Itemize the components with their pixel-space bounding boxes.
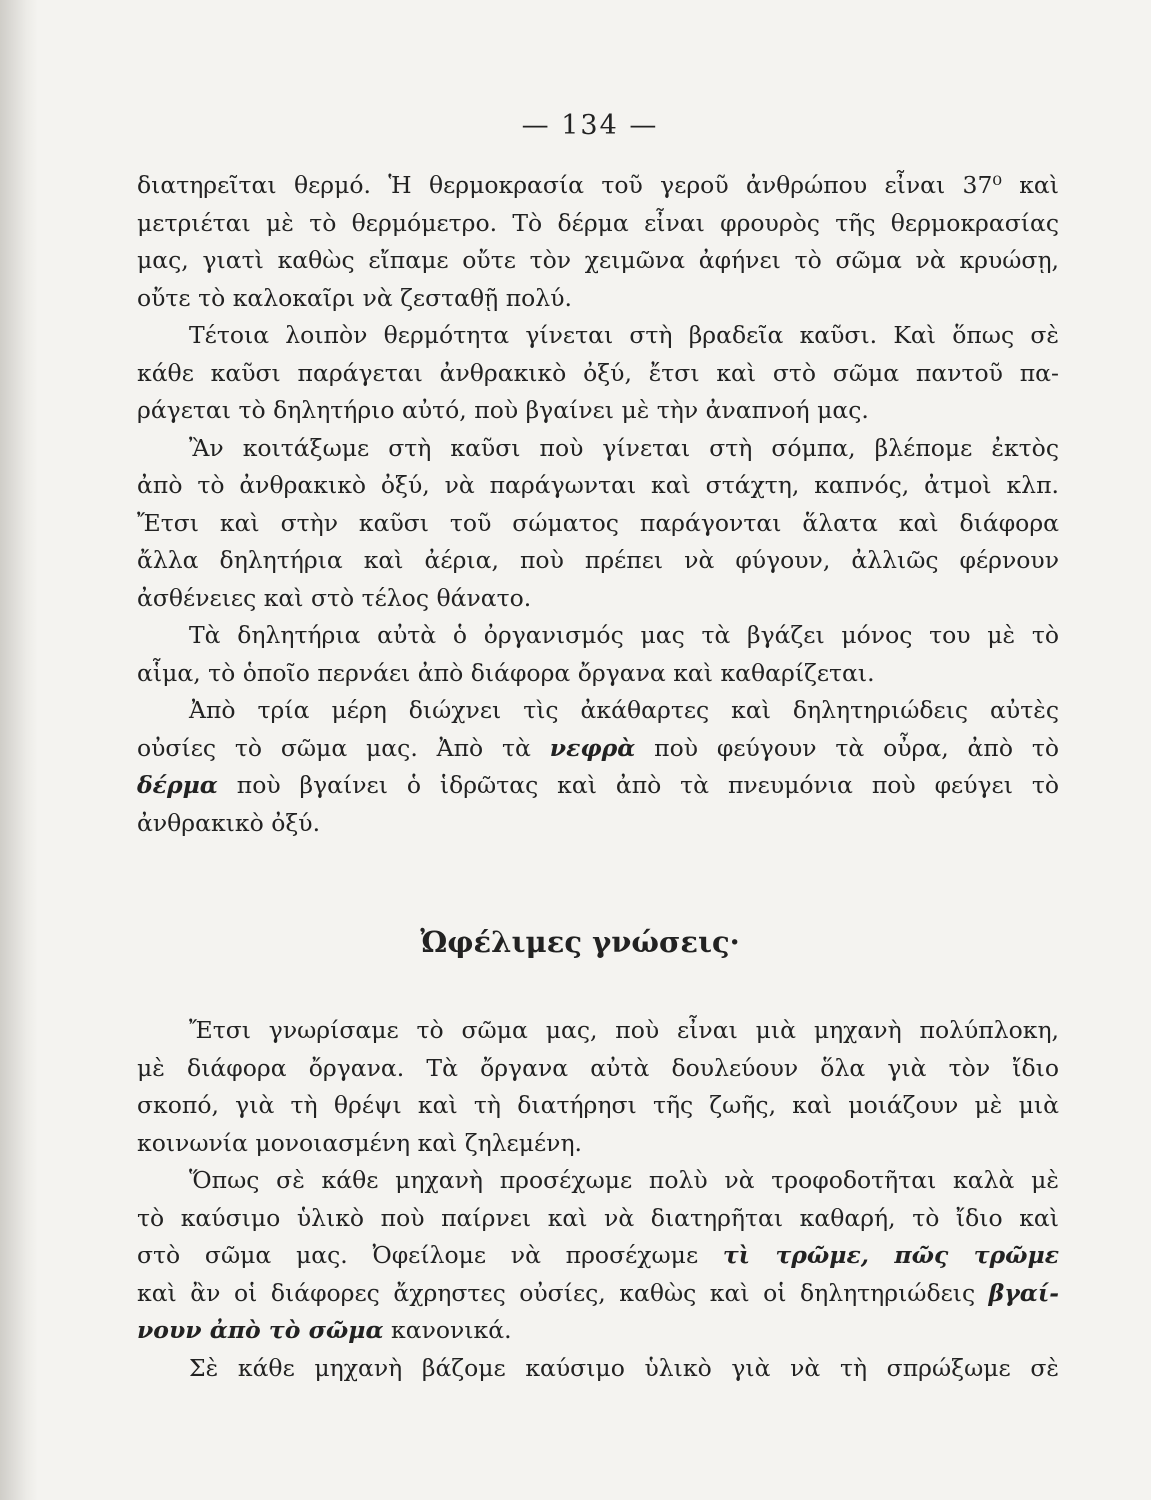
text-line: αἷμα, τὸ ὁποῖο περνάει ἀπὸ διάφορα ὄργανα καὶ καθαρίζεται. [137, 658, 875, 687]
text-line: Τέτοια λοιπὸν θερμότητα γίνεται στὴ βραδεῖα καῦσι. Καὶ ὅπως σὲ [189, 321, 1059, 349]
text-line [137, 767, 1059, 805]
emphasis-text: νεφρὰ [549, 733, 636, 762]
text-line: ράγεται τὸ δηλητήριο αὐτό, ποὺ βγαίνει μὲ τὴν ἀναπνοή μας. [137, 396, 869, 424]
text-line: οὔτε τὸ καλοκαῖρι νὰ ζεσταθῇ πολύ. [137, 283, 572, 312]
text-line: Ἔτσι γνωρίσαμε τὸ σῶμα μας, ποὺ εἶναι μιὰ μηχανὴ πολύπλοκη, [189, 1016, 1059, 1044]
text-line: ἀπὸ τὸ ἀνθρακικὸ ὀξύ, νὰ παράγωνται καὶ στάχτη, καπνός, ἀτμοὶ κλπ. [137, 471, 1059, 499]
emphasis-text: δέρμα [137, 771, 218, 799]
text-line: ἀσθένειες καὶ στὸ τέλος θάνατο. [137, 583, 532, 612]
text-run: κανονικά. [383, 1316, 512, 1344]
text-line: ἀνθρακικὸ ὀξύ. [137, 808, 321, 837]
text-line: μὲ διάφορα ὄργανα. Τὰ ὄργανα αὐτὰ δουλεύουν ὅλα γιὰ τὸν ἴδιο [137, 1053, 1059, 1082]
text-line: Σὲ κάθε μηχανὴ βάζομε καύσιμο ὑλικὸ γιὰ νὰ τὴ σπρώξωμε σὲ [189, 1353, 1059, 1382]
text-line: τὸ καύσιμο ὑλικὸ ποὺ παίρνει καὶ νὰ διατηρῆται καθαρή, τὸ ἴδιο καὶ [137, 1203, 1059, 1232]
binding-shadow [0, 0, 38, 1500]
text-line [137, 1237, 1059, 1275]
text-line: μας, γιατὶ καθὼς εἴπαμε οὔτε τὸν χειμῶνα ἀφήνει τὸ σῶμα νὰ κρυώσῃ, [137, 246, 1059, 274]
text-line: κοινωνία μονοιασμένη καὶ ζηλεμένη. [137, 1128, 583, 1157]
text-line: κάθε καῦσι παράγεται ἀνθρακικὸ ὀξύ, ἔτσι καὶ στὸ σῶμα παντοῦ πα- [137, 358, 1059, 387]
text-run: ποὺ φεύγουν τὰ οὖρα, ἀπὸ τὸ [635, 733, 1059, 762]
text-run: στὸ σῶμα μας. Ὀφείλομε νὰ προσέχωμε [137, 1241, 723, 1269]
text-line: ἄλλα δηλητήρια καὶ ἀέρια, ποὺ πρέπει νὰ φύγουν, ἀλλιῶς φέρνουν [137, 546, 1059, 574]
text-line: Τὰ δηλητήρια αὐτὰ ὁ ὀργανισμός μας τὰ βγάζει μόνος του μὲ τὸ [189, 621, 1059, 649]
text-line: μετριέται μὲ τὸ θερμόμετρο. Τὸ δέρμα εἶναι φρουρὸς τῆς θερμοκρασίας [137, 208, 1059, 237]
text-line: διατηρεῖται θερμό. Ἡ θερμοκρασία τοῦ γεροῦ ἀνθρώπου εἶναι 37⁰ καὶ [137, 171, 1059, 199]
body-text-top [137, 167, 1059, 842]
text-line: Ἂν κοιτάξωμε στὴ καῦσι ποὺ γίνεται στὴ σόμπα, βλέπομε ἐκτὸς [189, 433, 1059, 462]
text-line [137, 730, 1059, 768]
body-text-bottom [137, 1012, 1059, 1387]
text-line [137, 1312, 1059, 1350]
emphasis-text: νουν ἀπὸ τὸ σῶμα [137, 1316, 384, 1344]
text-run: ποὺ βγαίνει ὁ ἱδρῶτας καὶ ἀπὸ τὰ πνευμόνια ποὺ φεύγει τὸ [217, 771, 1059, 799]
text-run: καὶ ἂν οἱ διάφορες ἄχρηστες οὐσίες, καθὼς καὶ οἱ δηλητηριώδεις [137, 1278, 989, 1307]
text-line: Ἔτσι καὶ στὴν καῦσι τοῦ σώματος παράγονται ἅλατα καὶ διάφορα [137, 508, 1059, 537]
emphasis-text: βγαί- [988, 1278, 1059, 1307]
text-line: σκοπό, γιὰ τὴ θρέψι καὶ τὴ διατήρησι τῆς ζωῆς, καὶ μοιάζουν μὲ μιὰ [137, 1091, 1059, 1119]
text-line: Ἀπὸ τρία μέρη διώχνει τὶς ἀκάθαρτες καὶ δηλητηριώδεις αὐτὲς [189, 696, 1059, 724]
text-line [137, 1275, 1059, 1313]
text-run: οὐσίες τὸ σῶμα μας. Ἀπὸ τὰ [137, 733, 550, 762]
section-heading: Ὠφέλιμες γνώσεις· [420, 925, 740, 959]
page-number: — 134 — [521, 110, 659, 141]
emphasis-text: τὶ τρῶμε, πῶς τρῶμε [722, 1241, 1059, 1269]
text-line: Ὅπως σὲ κάθε μηχανὴ προσέχωμε πολὺ νὰ τροφοδοτῆται καλὰ μὲ [189, 1166, 1059, 1194]
